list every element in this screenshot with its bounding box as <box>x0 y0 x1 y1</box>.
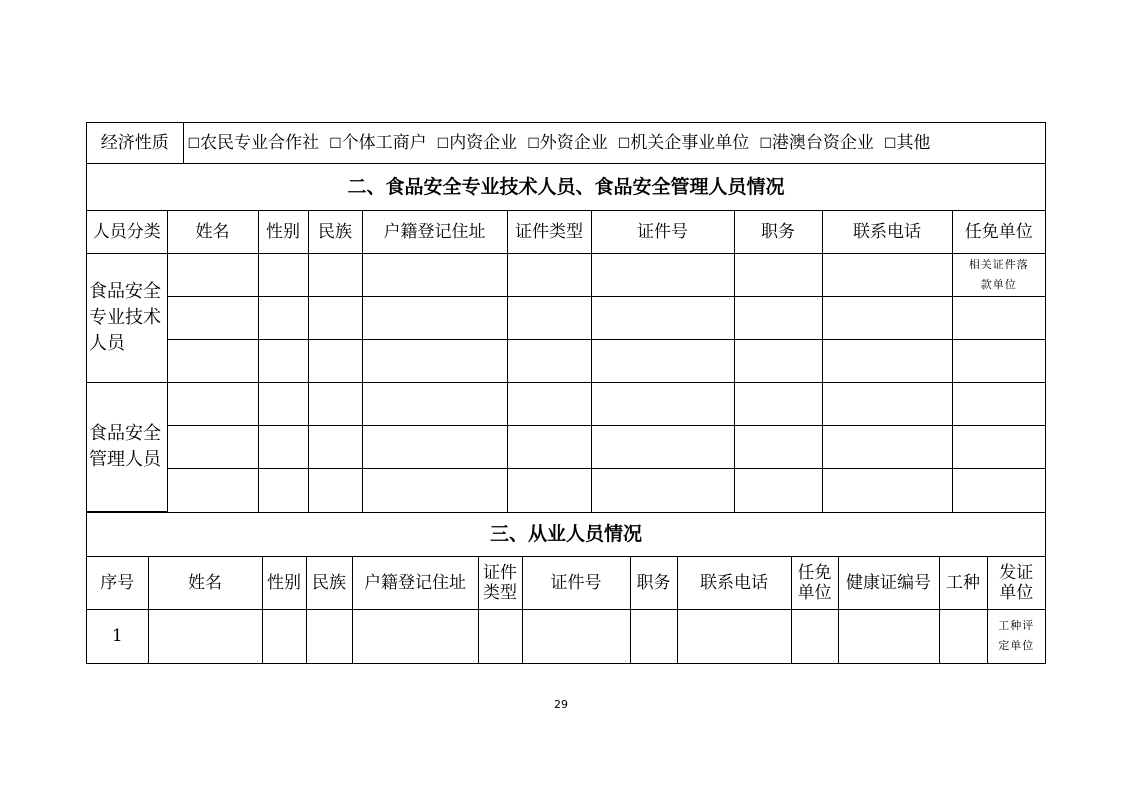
input-cell[interactable] <box>507 253 591 296</box>
input-cell[interactable] <box>630 609 677 663</box>
input-cell[interactable] <box>591 425 734 468</box>
input-cell[interactable] <box>822 425 952 468</box>
col-header-phone: 联系电话 <box>822 210 952 253</box>
input-cell[interactable] <box>362 339 507 382</box>
input-cell[interactable] <box>507 468 591 511</box>
section2-title: 二、食品安全专业技术人员、食品安全管理人员情况 <box>87 164 1045 210</box>
input-cell[interactable] <box>822 468 952 511</box>
input-cell[interactable] <box>791 609 838 663</box>
input-cell[interactable] <box>167 253 258 296</box>
col-header-issuer: 发证 单位 <box>987 556 1045 609</box>
input-cell[interactable] <box>308 468 362 511</box>
input-cell[interactable] <box>308 253 362 296</box>
category-tech-label: 食品安全 专业技术 人员 <box>87 253 167 382</box>
input-cell[interactable] <box>734 425 822 468</box>
input-cell[interactable] <box>362 425 507 468</box>
section2-block <box>86 163 1046 513</box>
input-cell[interactable] <box>822 339 952 382</box>
input-cell[interactable] <box>362 468 507 511</box>
input-cell[interactable] <box>258 468 308 511</box>
col-header-name: 姓名 <box>148 556 262 609</box>
checkbox-icon[interactable]: ☐ <box>527 135 540 152</box>
input-cell[interactable] <box>507 296 591 339</box>
input-cell[interactable] <box>677 609 791 663</box>
option-other[interactable]: ☐其他 <box>883 132 931 153</box>
option-domestic-enterprise[interactable]: ☐内资企业 <box>436 132 518 153</box>
economic-nature-block <box>86 122 1046 164</box>
col-header-id-number: 证件号 <box>591 210 734 253</box>
col-header-job-type: 工种 <box>939 556 987 609</box>
input-cell[interactable] <box>952 339 1045 382</box>
input-cell[interactable] <box>308 382 362 425</box>
input-cell[interactable] <box>822 253 952 296</box>
input-cell[interactable] <box>167 468 258 511</box>
col-header-category: 人员分类 <box>87 210 167 253</box>
input-cell[interactable] <box>591 296 734 339</box>
table-row <box>87 382 1045 425</box>
input-cell[interactable] <box>262 609 306 663</box>
col-header-id-number: 证件号 <box>522 556 630 609</box>
col-header-ethnicity: 民族 <box>306 556 352 609</box>
input-cell[interactable] <box>507 425 591 468</box>
input-cell[interactable] <box>952 425 1045 468</box>
col-header-seq: 序号 <box>87 556 148 609</box>
input-cell[interactable] <box>734 339 822 382</box>
col-header-health-cert: 健康证编号 <box>838 556 939 609</box>
option-farmer-coop[interactable]: ☐农民专业合作社 <box>187 132 320 153</box>
option-foreign-enterprise[interactable]: ☐外资企业 <box>527 132 608 153</box>
input-cell[interactable] <box>306 609 352 663</box>
col-header-id-type: 证件类型 <box>507 210 591 253</box>
input-cell[interactable] <box>167 296 258 339</box>
col-header-gender: 性别 <box>262 556 306 609</box>
input-cell[interactable] <box>939 609 987 663</box>
input-cell[interactable] <box>308 339 362 382</box>
col-header-id-type: 证件 类型 <box>478 556 522 609</box>
issuer-note[interactable]: 工种评 定单位 <box>987 609 1045 663</box>
input-cell[interactable] <box>507 382 591 425</box>
checkbox-icon[interactable]: ☐ <box>187 135 201 152</box>
option-hk-macao-taiwan[interactable]: ☐港澳台资企业 <box>759 132 874 153</box>
page-number: 29 <box>554 698 568 711</box>
input-cell[interactable] <box>952 382 1045 425</box>
col-header-phone: 联系电话 <box>677 556 791 609</box>
col-header-name: 姓名 <box>167 210 258 253</box>
appoint-unit-note[interactable]: 相关证件落 款单位 <box>952 253 1045 296</box>
input-cell[interactable] <box>838 609 939 663</box>
table-row <box>87 296 1045 339</box>
table-row <box>87 609 1045 663</box>
input-cell[interactable] <box>308 296 362 339</box>
economic-nature-label: 经济性质 <box>87 123 183 163</box>
input-cell[interactable] <box>167 339 258 382</box>
checkbox-icon[interactable]: ☐ <box>617 135 631 152</box>
col-header-appoint-unit: 任免 单位 <box>791 556 838 609</box>
col-header-appoint-unit: 任免单位 <box>952 210 1045 253</box>
input-cell[interactable] <box>507 339 591 382</box>
input-cell[interactable] <box>952 468 1045 511</box>
table-row <box>87 425 1045 468</box>
col-header-position: 职务 <box>630 556 677 609</box>
input-cell[interactable] <box>258 253 308 296</box>
input-cell[interactable] <box>734 253 822 296</box>
table-row <box>87 253 1045 296</box>
input-cell[interactable] <box>308 425 362 468</box>
row-seq: 1 <box>87 609 148 663</box>
option-government-institution[interactable]: ☐机关企事业单位 <box>617 132 750 153</box>
input-cell[interactable] <box>258 425 308 468</box>
input-cell[interactable] <box>362 382 507 425</box>
col-header-address: 户籍登记住址 <box>352 556 478 609</box>
input-cell[interactable] <box>167 425 258 468</box>
input-cell[interactable] <box>822 296 952 339</box>
option-individual-business[interactable]: ☐个体工商户 <box>329 132 427 153</box>
input-cell[interactable] <box>362 296 507 339</box>
checkbox-icon[interactable]: ☐ <box>329 135 342 152</box>
checkbox-icon[interactable]: ☐ <box>883 135 897 152</box>
col-header-gender: 性别 <box>258 210 308 253</box>
input-cell[interactable] <box>148 609 262 663</box>
col-header-address: 户籍登记住址 <box>362 210 507 253</box>
section3-title: 三、从业人员情况 <box>87 513 1045 556</box>
table-row <box>87 468 1045 511</box>
input-cell[interactable] <box>258 296 308 339</box>
input-cell[interactable] <box>591 382 734 425</box>
input-cell[interactable] <box>167 382 258 425</box>
input-cell[interactable] <box>591 468 734 511</box>
input-cell[interactable] <box>478 609 522 663</box>
table-row <box>87 339 1045 382</box>
input-cell[interactable] <box>822 382 952 425</box>
input-cell[interactable] <box>362 253 507 296</box>
input-cell[interactable] <box>734 296 822 339</box>
checkbox-icon[interactable]: ☐ <box>436 135 450 152</box>
input-cell[interactable] <box>952 296 1045 339</box>
col-header-ethnicity: 民族 <box>308 210 362 253</box>
checkbox-icon[interactable]: ☐ <box>759 135 772 152</box>
input-cell[interactable] <box>734 382 822 425</box>
section3-block <box>86 512 1046 664</box>
input-cell[interactable] <box>522 609 630 663</box>
input-cell[interactable] <box>352 609 478 663</box>
input-cell[interactable] <box>258 382 308 425</box>
col-header-position: 职务 <box>734 210 822 253</box>
input-cell[interactable] <box>591 339 734 382</box>
input-cell[interactable] <box>258 339 308 382</box>
category-mgmt-label: 食品安全 管理人员 <box>87 382 167 511</box>
input-cell[interactable] <box>734 468 822 511</box>
input-cell[interactable] <box>591 253 734 296</box>
economic-nature-options <box>183 123 1045 163</box>
